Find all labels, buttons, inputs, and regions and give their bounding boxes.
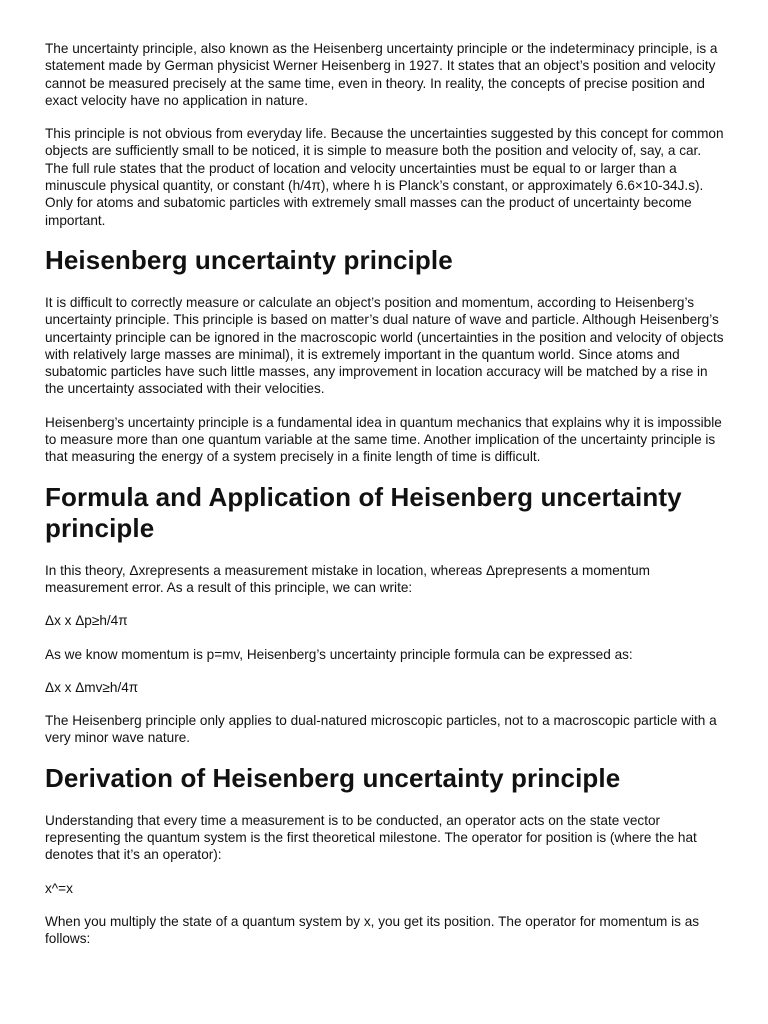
section-2-paragraph-1: In this theory, Δxrepresents a measurement mistake in location, whereas Δprepresents a momentum measurement error. As a result of this principle, we can write: (45, 562, 650, 595)
section-1-paragraph-2: Heisenberg’s uncertainty principle is a fundamental idea in quantum mechanics that explains why it is impossible to measure more than one quantum variable at the same time. Another implication of the uncertainty principle is that measuring the energy of a system precisely in a finite length of time is difficult. (45, 414, 722, 465)
intro-paragraph-2: This principle is not obvious from everyday life. Because the uncertainties suggested by this concept for common objects are sufficiently small to be noticed, it is simple to measure both the position and velocity of, say, a car. The full rule states that the product of location and velocity uncertainties must be equal to or larger than a minuscule physical quantity, or constant (h/4π), where h is Planck’s constant, or approximately 6.6×10-34J.s). Only for atoms and subatomic particles with extremely small masses can the product of uncertainty become important. (45, 126, 724, 228)
formula-position-operator: x^=x (45, 880, 73, 896)
section-1-paragraph-1: It is difficult to correctly measure or calculate an object’s position and momentum, according to Heisenberg’s uncertainty principle. This principle is based on matter’s dual nature of wave and particle. Although Heisenberg’s uncertainty principle can be ignored in the macroscopic world (uncertainties in the position and velocity of objects with relatively large masses are minimal), it is extremely important in the quantum world. Since atoms and subatomic particles have such little masses, any improvement in location accuracy will be matched by a rise in the uncertainty associated with their velocities. (45, 294, 724, 397)
section-heading-derivation: Derivation of Heisenberg uncertainty principle (45, 762, 621, 793)
formula-position-mass-velocity: Δx x Δmv≥h/4π (45, 679, 139, 695)
intro-paragraph-1: The uncertainty principle, also known as the Heisenberg uncertainty principle or the indeterminacy principle, is a statement made by German physicist Werner Heisenberg in 1927. It states that an object’s position and velocity cannot be measured precisely at the same time, even in theory. In reality, the concepts of precise position and exact velocity have no application in nature. (45, 41, 718, 108)
section-heading-heisenberg-principle: Heisenberg uncertainty principle (45, 244, 453, 275)
document-page (45, 40, 725, 964)
section-3-paragraph-1: Understanding that every time a measurement is to be conducted, an operator acts on the state vector representing the quantum system is the first theoretical milestone. The operator for position is (where the hat denotes that it’s an operator): (45, 812, 697, 863)
section-2-paragraph-3: The Heisenberg principle only applies to dual-natured microscopic particles, not to a macroscopic particle with a very minor wave nature. (45, 713, 717, 746)
formula-position-momentum: Δx x Δp≥h/4π (45, 613, 128, 629)
section-3-paragraph-2: When you multiply the state of a quantum system by x, you get its position. The operator for momentum is as follows: (45, 913, 700, 947)
section-heading-formula-application: Formula and Application of Heisenberg uncertainty principle (45, 481, 682, 543)
section-2-paragraph-2: As we know momentum is p=mv, Heisenberg’s uncertainty principle formula can be expressed as: (45, 646, 633, 662)
